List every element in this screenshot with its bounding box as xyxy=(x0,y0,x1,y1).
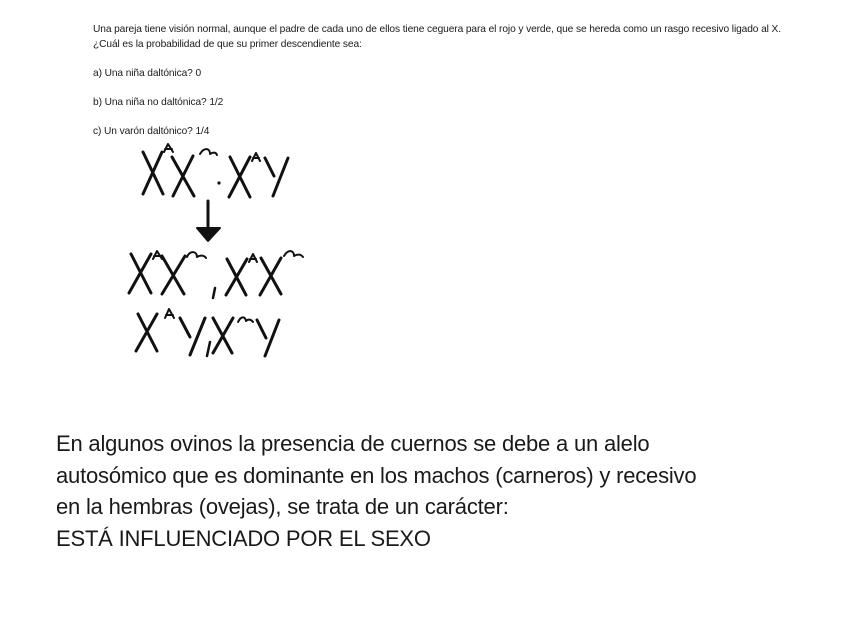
problem-2-answer: ESTÁ INFLUENCIADO POR EL SEXO xyxy=(56,525,431,551)
answer-b: b) Una niña no daltónica? 1/2 xyxy=(93,97,224,108)
handwritten-offspring-row-2 xyxy=(136,309,279,356)
problem-2-line-2: autosómico que es dominante en los machos (carneros) y recesivo xyxy=(56,462,697,488)
problem-2 xyxy=(56,428,816,554)
problem-2-line-1: En algunos ovinos la presencia de cuernos se debe a un alelo xyxy=(56,431,650,456)
problem-2-line-3: en la hembras (ovejas), se trata de un carácter: xyxy=(56,494,509,519)
handwritten-parents xyxy=(143,144,288,197)
handwritten-arrow-down xyxy=(197,201,220,241)
handwritten-offspring-row-1 xyxy=(129,251,303,298)
question-line-1: Una pareja tiene visión normal, aunque el padre de cada uno de ellos tiene ceguera para el rojo y verde, que se hereda como un rasgo recesivo ligado al X. xyxy=(93,24,781,35)
answer-a: a) Una niña daltónica? 0 xyxy=(93,68,202,79)
question-line-2: ¿Cuál es la probabilidad de que su primer descendiente sea: xyxy=(93,39,362,50)
answer-c: c) Un varón daltónico? 1/4 xyxy=(93,126,210,137)
